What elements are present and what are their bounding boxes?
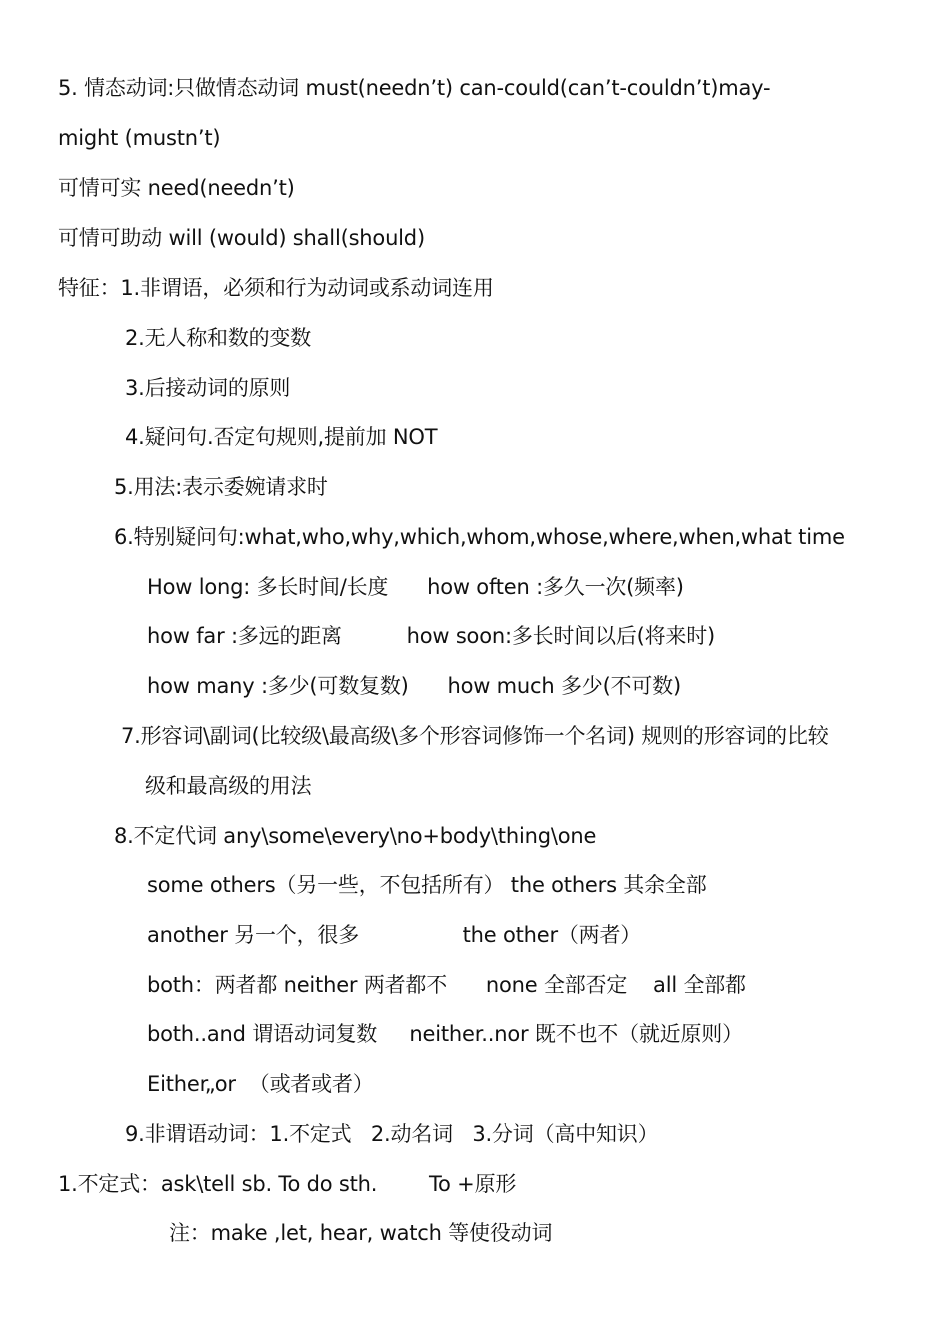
text-line: 5. 情态动词:只做情态动词 must(needn’t) can-could(can’t-couldn’t)may- — [58, 76, 771, 100]
text-line: 5.用法:表示委婉请求时 — [114, 475, 328, 499]
text-line: 注：make ,let, hear, watch 等使役动词 — [169, 1221, 553, 1245]
text-line: how far :多远的距离 how soon:多长时间以后(将来时) — [147, 624, 716, 648]
text-line: 级和最高级的用法 — [145, 774, 312, 798]
text-line: 特征：1.非谓语，必须和行为动词或系动词连用 — [58, 276, 494, 300]
text-line: 6.特别疑问句:what,who,why,which,whom,whose,where,when,what time — [114, 525, 845, 549]
text-line: 9.非谓语动词：1.不定式 2.动名词 3.分词（高中知识） — [125, 1122, 659, 1146]
text-line: How long: 多长时间/长度 how often :多久一次(频率) — [147, 575, 684, 599]
text-line: 1.不定式：ask\tell sb. To do sth. To +原形 — [58, 1172, 517, 1196]
text-line: 3.后接动词的原则 — [125, 376, 291, 400]
text-line: both：两者都 neither 两者都不 none 全部否定 all 全部都 — [147, 973, 746, 997]
text-line: Either„or （或者或者） — [147, 1072, 374, 1096]
text-line: 可情可实 need(needn’t) — [58, 176, 295, 200]
text-line: 可情可助动 will (would) shall(should) — [58, 226, 425, 250]
text-line: both..and 谓语动词复数 neither..nor 既不也不（就近原则） — [147, 1022, 743, 1046]
text-line: 4.疑问句.否定句规则,提前加 NOT — [125, 425, 438, 449]
text-line: 7.形容词\副词(比较级\最高级\多个形容词修饰一个名词) 规则的形容词的比较 — [121, 724, 829, 748]
text-line: some others（另一些，不包括所有） the others 其余全部 — [147, 873, 707, 897]
text-line: 8.不定代词 any\some\every\no+body\thing\one — [114, 824, 597, 848]
text-line: 2.无人称和数的变数 — [125, 326, 312, 350]
text-line: might (mustn’t) — [58, 126, 221, 150]
text-line: another 另一个，很多 the other（两者） — [147, 923, 642, 947]
text-line: how many :多少(可数复数) how much 多少(不可数) — [147, 674, 681, 698]
